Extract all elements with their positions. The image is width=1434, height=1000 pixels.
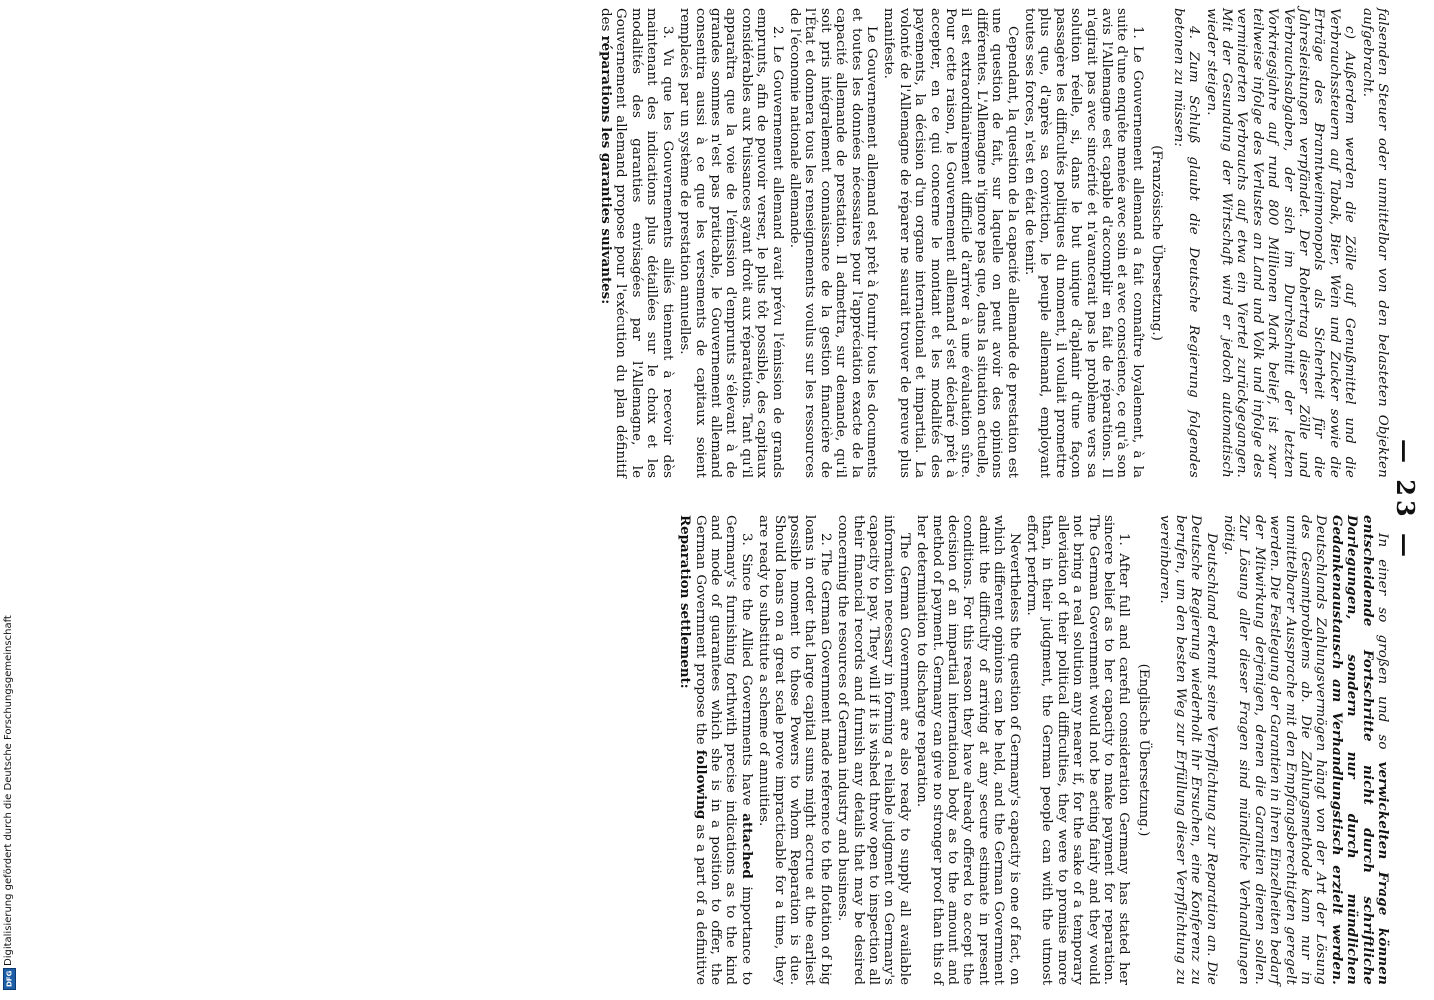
english-paragraph-2: Nevertheless the question of Germany's capacity is one of fact, on which different opinions can be held, and the German Government admit the difficulty of arriving at any secure estimate in present conditions. For this reason they have already offered to accept the decision of an impartial international body as to the amount and method of payment. Germany can give no stronger proof than this of her determination to discharge reparation. [914, 515, 1022, 985]
french-paragraph-1: 1. Le Gouvernement allemand a fait connaître loyalement, à la suite d'une enquête menée avec soin et avec conscience, ce qu'à son avis l'Allemagne est capable d'accomplir en fait de réparations. Il n'agirait pas avec sincérité et n'avancerait pas le problème vers sa solution réelle, si, dans le but unique d'aplanir d'une façon passagère les difficultés politiques du moment, il voulait promettre plus que, d'après sa conviction, le peuple allemand, employant toutes ses forces, n'est en état de tenir. [1022, 8, 1145, 478]
left-item-4: 4. Zum Schluß glaubt die Deutsche Regierung folgendes betonen zu müssen: [1170, 8, 1202, 478]
english-paragraph-5 [677, 515, 754, 985]
left-item-c: c) Außerdem werden die Zölle auf Genußmittel und die Verbrauchssteuern auf Tabak, Bier, Wein und Zucker sowie die Erträge des Branntweinmonopols als Sicherheit für die Jahresleistungen verpfändet. Der Rohertrag dieser Zölle und Verbrauchsabgaben, der sich im Durchschnitt der letzten Vorkriegsjahre auf rund 800 Millionen Mark belief, ist zwar teilweise infolge des Verlustes an Land und Volk und infolge des verminderten Verbrauchs auf etwa ein Viertel zurückgegangen. Mit der Gesundung der Wirtschaft wird er jedoch automatisch wieder steigen. [1203, 8, 1358, 478]
german-paragraph-1-rest: Deutschlands Zahlungsvermögen hängt von der Art der Lösung des Gesamtproblems ab. Die Zahlungsmethode kann nur in unmittelbarer Aussprache mit den Empfangsberechtigten geregelt werden. Die Festlegung der Garantien in ihren Einzelheiten bedarf der Mitwirkung derjenigen, denen die Garantien dienen sollen. Zur Lösung aller dieser Fragen sind mündliche Verhandlungen nötig. [1220, 515, 1329, 985]
english-paragraph-1: 1. After full and careful consideration Germany has stated her sincere belief as to her capacity to make payment for reparation. The German Government would not be acting fairly and they would not bring a real solution any nearer if, for the sake of a temporary alleviation of their political difficulties, they were to promise more than, in their judgment, the German people can with the utmost effort perform. [1024, 515, 1132, 985]
right-column [675, 515, 1390, 985]
english-paragraph-5-bold-3: Reparation settlement: [677, 515, 694, 689]
rotated-document-page [90, 0, 1434, 1000]
digitization-credit [2, 4, 16, 994]
english-paragraph-3: The German Government are also ready to supply all available information necessary in forming a reliable judgment on Germany's capacity to pay. They will if it is wished throw open to inspection all their financial records and furnish any details that may be desired concerning the resources of German industry and business. [835, 515, 912, 985]
french-paragraph-2: Cependant, la question de la capacité allemande de prestation est une question de fait, sur laquelle on peut avoir des opinions différentes. L'Allemagne n'ignore pas que, dans la situation actuelle, il est extraordinairement difficile d'arriver à une évaluation sûre. Pour cette raison, le Gouvernement allemand s'est déclaré prêt à accepter, en ce qui concerne le montant et les modalités des payements, la décision d'un organe international et impartial. La volonté de l'Allemagne de réparer ne saurait trouver de preuve plus manifeste. [881, 8, 1020, 478]
french-translation-heading: (Französische Übersetzung.) [1149, 145, 1165, 341]
french-paragraph-5 [598, 8, 675, 478]
english-translation-heading: (Englische Übersetzung.) [1135, 663, 1151, 837]
english-paragraph-5-bold-2: following [692, 749, 709, 820]
english-paragraph-5-bold-1: attached [738, 813, 755, 879]
german-paragraph-2: Deutschland erkennt seine Verpflichtung zur Reparation an. Die Deutsche Regierung wiederholt ihr Ersuchen, eine Konferenz zu berufen, um den besten Weg zur Erfüllung dieser Verpflichtung zu vereinbaren. [1157, 515, 1219, 985]
french-paragraph-4: 2. Le Gouvernement allemand avait prévu l'émission de grands emprunts, afin de pouvoir verser, le plus tôt possible, des capitaux considérables aux Puissances ayant droit aux réparations. Tant qu'il apparaîtra que la voie de l'émission d'emprunts s'élevant à de grandes sommes n'est pas praticable, le Gouvernement allemand consentira aussi à ce que les versements de capitaux soient remplacés par un système de prestation annuelles. [677, 8, 785, 478]
german-paragraph-1 [1221, 515, 1390, 985]
english-paragraph-5-tail: as a part of a definitive [692, 819, 708, 985]
column-separator [534, 498, 1394, 499]
digitization-credit-text: Digitalisierung gefördert durch die Deutsche Forschungsgemeinschaft [3, 615, 14, 966]
german-paragraph-1-lead: In einer so großen und so [1375, 533, 1390, 762]
left-top-fragment: falsenden Steuer oder unmittelbar von den belasteten Objekten aufgebracht. [1359, 8, 1390, 478]
french-paragraph-3: Le Gouvernement allemand est prêt à fournir tous les documents et toutes les données nécessaires pour l'appréciation exacte de la capacité allemande de prestation. Il admettra, sur demande, qu'il soit pris intégralement connaissance de la gestion financière de l'État et donnera tous les renseignements voulus sur les ressources de l'économie nationale allemande. [786, 8, 879, 478]
english-paragraph-4: 2. The German Government made reference to the flotation of big loans in order that large capital sums might accrue at the earliest possible moment to those Powers to whom Reparation is due. Should loans on a great scale prove impracticable for a time, they are ready to substitute a scheme of annuities. [756, 515, 833, 985]
page-number: — 23 — [1391, 438, 1420, 562]
french-paragraph-5-bold: réparations les garanties suivantes: [598, 35, 615, 305]
left-column [596, 8, 1390, 478]
german-paragraph-1-bold: verwickelten Frage können entscheidende Fortschritte nicht durch schriftliche Darlegungen, sondern nur durch mündlichen Gedankenaustausch am Verhandlungstisch erzielt werden. [1328, 515, 1391, 985]
english-paragraph-5-lead: 3. Since the Allied Governments have [738, 533, 754, 814]
french-paragraph-5-lead: 3. Vu que les Gouvernements alliés tiennent à recevoir dès maintenant des indications plus détaillées sur le choix et les modalités des garanties envisagées par l'Allemagne, le Gouvernement allemand propose pour l'exécution du plan définitif des [598, 8, 675, 478]
dfg-logo: DFG [3, 968, 16, 990]
english-paragraph-5-mid: importance to Germany's furnishing forthwith precise indications as to the kind and mode of guarantees which she is in a position to offer, the German Government propose the [692, 515, 754, 986]
